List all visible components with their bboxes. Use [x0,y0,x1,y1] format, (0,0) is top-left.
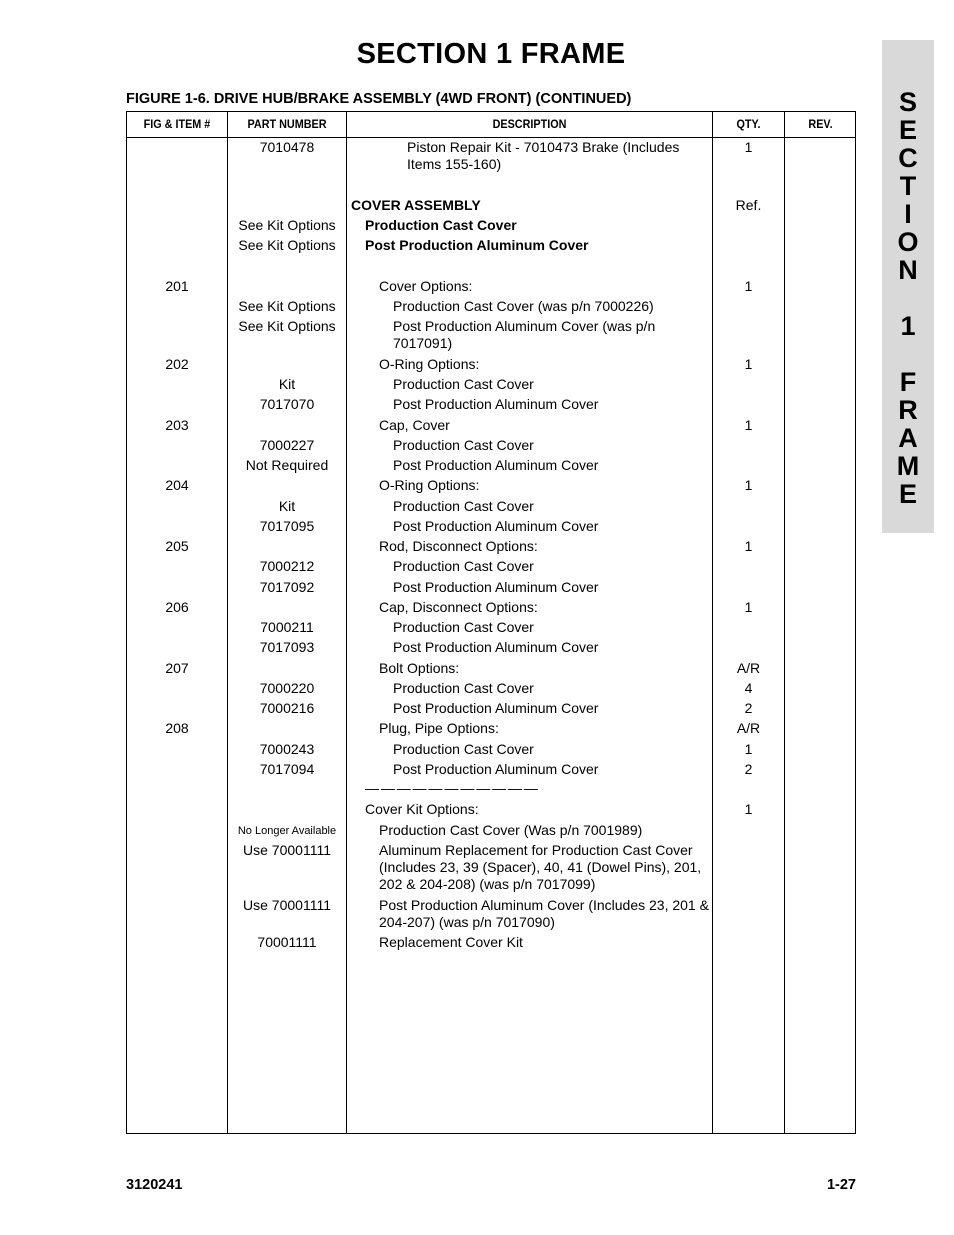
side-tab-letter: M [896,451,920,481]
qty-cell: 1 [744,356,753,372]
description-cell: Piston Repair Kit - 7010473 Brake (Includes Items 155-160) [407,139,680,172]
qty-cell: A/R [736,720,761,736]
description-cell: Post Production Aluminum Cover [365,237,589,253]
description-cell: Post Production Aluminum Cover [393,761,599,777]
part-number-cell: 7017094 [259,761,315,777]
side-tab-letter: I [904,199,912,229]
fig-item-cell: 204 [165,477,189,493]
header-divider [127,137,855,138]
qty-cell: 1 [744,139,753,155]
fig-item-cell: 206 [165,599,189,615]
column-divider [712,112,713,1133]
part-number-cell: Not Required [245,457,329,473]
side-tab-letter: E [898,115,917,145]
description-cell: Post Production Aluminum Cover [393,700,599,716]
description-cell: Production Cast Cover [365,217,517,233]
part-number-cell: 7017092 [259,579,315,595]
qty-cell: 1 [744,538,753,554]
side-tab-letter: N [898,255,918,285]
description-cell: Post Production Aluminum Cover [393,396,599,412]
part-number-cell: 7010478 [259,139,315,155]
description-cell: Production Cast Cover [393,376,534,392]
qty-cell: 1 [744,477,753,493]
side-tab-letter: O [897,227,919,257]
fig-item-cell: 208 [165,720,189,736]
description-cell: Cap, Disconnect Options: [379,599,538,615]
section-side-tab [882,40,934,533]
description-cell: COVER ASSEMBLY [351,197,481,213]
fig-item-cell: 202 [165,356,189,372]
part-number-cell: 7017070 [259,396,315,412]
qty-cell: 1 [744,741,753,757]
part-number-cell: See Kit Options [238,298,336,314]
qty-cell: 4 [744,680,753,696]
description-cell: Cover Kit Options: [365,801,479,817]
part-number-cell: See Kit Options [238,318,336,334]
description-cell: Production Cast Cover [393,558,534,574]
part-number-cell: 7017093 [259,639,315,655]
header-part-number: PART NUMBER [247,117,327,131]
description-cell: O-Ring Options: [379,477,480,493]
part-number-cell: See Kit Options [238,237,336,253]
description-cell: Production Cast Cover [393,680,534,696]
description-cell: Production Cast Cover [393,741,534,757]
side-tab-letter: C [898,143,918,173]
description-cell: Aluminum Replacement for Production Cast Cover (Includes 23, 39 (Spacer), 40, 41 (Dowel Pins), 201, 202 & 204-208) (was p/n 7017099) [379,842,702,892]
description-cell: O-Ring Options: [379,356,480,372]
part-number-cell: 7000212 [259,558,315,574]
qty-cell: 2 [744,700,753,716]
description-cell: Production Cast Cover [393,498,534,514]
qty-cell: 1 [744,278,753,294]
description-cell: Post Production Aluminum Cover [393,518,599,534]
description-cell: Production Cast Cover (was p/n 7000226) [393,298,654,314]
qty-cell: 1 [744,599,753,615]
part-number-cell: Kit [278,376,296,392]
side-tab-letter: 1 [900,311,916,341]
side-tab-letter: F [899,367,917,397]
qty-cell: 1 [744,801,753,817]
footer-doc-number: 3120241 [126,1177,183,1193]
qty-cell: Ref. [735,197,762,213]
description-cell: Plug, Pipe Options: [379,720,499,736]
side-tab-letter: R [898,395,918,425]
fig-item-cell: 207 [165,660,189,676]
description-cell: Rod, Disconnect Options: [379,538,538,554]
description-cell: Production Cast Cover [393,437,534,453]
part-number-cell: Kit [278,498,296,514]
page-title: SECTION 1 FRAME [356,38,626,70]
description-cell: Production Cast Cover (Was p/n 7001989) [379,822,643,838]
part-number-cell: No Longer Available [237,825,337,837]
side-tab-letter: A [898,423,918,453]
part-number-cell: 70001111 [257,934,317,950]
description-cell: Production Cast Cover [393,619,534,635]
fig-item-cell: 205 [165,538,189,554]
part-number-cell: 7000216 [259,700,315,716]
side-tab-letter: S [898,87,917,117]
description-separator: — — — — — — — — — — — [365,780,537,796]
header-description: DESCRIPTION [492,117,567,131]
description-cell: Replacement Cover Kit [379,934,523,950]
description-cell: Post Production Aluminum Cover [393,579,599,595]
footer-page-number: 1-27 [826,1177,856,1193]
qty-cell: 1 [744,417,753,433]
fig-item-cell: 203 [165,417,189,433]
figure-caption: FIGURE 1-6. DRIVE HUB/BRAKE ASSEMBLY (4WD FRONT) (CONTINUED) [126,91,632,107]
parts-table [126,111,856,1134]
description-cell: Bolt Options: [379,660,460,676]
part-number-cell: 7017095 [259,518,315,534]
part-number-cell: 7000211 [260,619,314,635]
side-tab-letter: T [899,171,917,201]
description-cell: Post Production Aluminum Cover [393,457,599,473]
column-divider [784,112,785,1133]
side-tab-letter: E [898,479,917,509]
column-divider [346,112,347,1133]
description-cell: Cap, Cover [379,417,450,433]
header-qty: QTY. [736,117,761,131]
description-cell: Post Production Aluminum Cover [393,639,599,655]
qty-cell: 2 [744,761,753,777]
header-rev: REV. [808,117,833,131]
fig-item-cell: 201 [165,278,189,294]
part-number-cell: 7000220 [259,680,315,696]
header-fig-item: FIG & ITEM # [143,117,211,131]
description-cell: Post Production Aluminum Cover (Includes 23, 201 & 204-207) (was p/n 7017090) [379,897,709,930]
part-number-cell: 7000243 [259,741,315,757]
part-number-cell: See Kit Options [238,217,336,233]
part-number-cell: Use 70001111 [243,897,331,913]
part-number-cell: 7000227 [259,437,315,453]
part-number-cell: Use 70001111 [243,842,331,858]
description-cell: Cover Options: [379,278,473,294]
description-cell: Post Production Aluminum Cover (was p/n 7017091) [393,318,656,351]
qty-cell: A/R [736,660,761,676]
